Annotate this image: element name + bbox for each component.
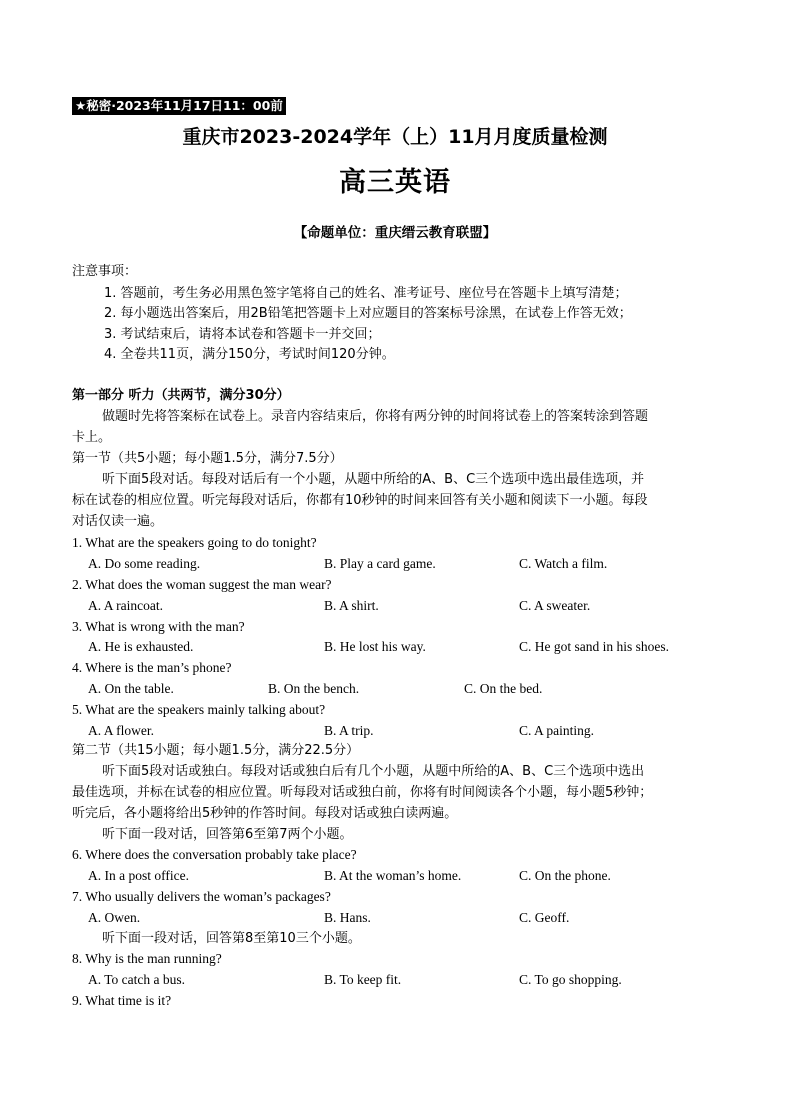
confidential-label: ★秘密·2023年11月17日11：00前: [72, 97, 286, 115]
part1-heading: 第一部分 听力（共两节，满分30分）: [72, 388, 290, 403]
section1-heading: 第一节（共5小题；每小题1.5分，满分7.5分）: [72, 451, 343, 466]
section1-intro-1: 听下面5段对话。每段对话后有一个小题，从题中所给的A、B、C三个选项中选出最佳选项，并: [102, 472, 645, 487]
section2-heading: 第二节（共15小题；每小题1.5分，满分22.5分）: [72, 743, 360, 758]
q8-option-c: C. To go shopping.: [519, 972, 622, 987]
q7-option-a: A. Owen.: [88, 910, 141, 925]
q3-option-b: B. He lost his way.: [324, 639, 426, 654]
note-item-2: 2. 每小题选出答案后，用2B铅笔把答题卡上对应题目的答案标号涂黑，在试卷上作答无效；: [104, 306, 632, 321]
section1-intro-3: 对话仅读一遍。: [72, 514, 164, 529]
q4-option-a: A. On the table.: [88, 681, 174, 696]
question-1: 1. What are the speakers going to do tonight?: [72, 535, 317, 550]
q7-option-b: B. Hans.: [324, 910, 371, 925]
q2-option-b: B. A shirt.: [324, 598, 379, 613]
question-5: 5. What are the speakers mainly talking about?: [72, 702, 326, 717]
q6-option-c: C. On the phone.: [519, 868, 611, 883]
part1-intro-2: 卡上。: [72, 430, 112, 445]
dialog-6-7-instruction: 听下面一段对话，回答第6至第7两个小题。: [102, 827, 353, 842]
q5-option-c: C. A painting.: [519, 723, 595, 738]
section2-intro-2: 最佳选项，并标在试卷的相应位置。听每段对话或独白前，你将有时间阅读各个小题，每小题5秒钟；: [72, 785, 653, 800]
dialog-8-10-instruction: 听下面一段对话，回答第8至第10三个小题。: [102, 931, 361, 946]
question-6: 6. Where does the conversation probably take place?: [72, 847, 357, 862]
author-unit: 【命题单位：重庆缙云教育联盟】: [293, 225, 497, 241]
note-item-1: 1. 答题前，考生务必用黑色签字笔将自己的姓名、准考证号、座位号在答题卡上填写清楚；: [104, 286, 628, 301]
part1-intro-1: 做题时先将答案标在试卷上。录音内容结束后，你将有两分钟的时间将试卷上的答案转涂到答题: [102, 409, 649, 424]
q8-option-a: A. To catch a bus.: [88, 972, 186, 987]
section2-intro-3: 听完后，各小题将给出5秒钟的作答时间。每段对话或独白读两遍。: [72, 806, 458, 821]
question-3: 3. What is wrong with the man?: [72, 619, 245, 634]
q4-option-b: B. On the bench.: [268, 681, 360, 696]
q8-option-b: B. To keep fit.: [324, 972, 402, 987]
q4-option-c: C. On the bed.: [464, 681, 543, 696]
exam-title: 重庆市2023-2024学年（上）11月月度质量检测: [182, 126, 608, 148]
question-2: 2. What does the woman suggest the man wear?: [72, 577, 332, 592]
q2-option-c: C. A sweater.: [519, 598, 591, 613]
notes-heading: 注意事项：: [72, 264, 138, 279]
q3-option-a: A. He is exhausted.: [88, 639, 194, 654]
question-9: 9. What time is it?: [72, 993, 172, 1008]
section1-intro-2: 标在试卷的相应位置。听完每段对话后，你都有10秒钟的时间来回答有关小题和阅读下一小题。每段: [72, 493, 648, 508]
q5-option-a: A. A flower.: [88, 723, 154, 738]
q1-option-c: C. Watch a film.: [519, 556, 608, 571]
question-4: 4. Where is the man’s phone?: [72, 660, 232, 675]
q5-option-b: B. A trip.: [324, 723, 374, 738]
section2-intro-1: 听下面5段对话或独白。每段对话或独白后有几个小题，从题中所给的A、B、C三个选项中选出: [102, 764, 645, 779]
subject-title: 高三英语: [339, 167, 451, 198]
q2-option-a: A. A raincoat.: [88, 598, 163, 613]
question-8: 8. Why is the man running?: [72, 951, 222, 966]
note-item-4: 4. 全卷共11页，满分150分，考试时间120分钟。: [104, 347, 395, 362]
q1-option-b: B. Play a card game.: [324, 556, 436, 571]
q6-option-b: B. At the woman’s home.: [324, 868, 462, 883]
note-item-3: 3. 考试结束后，请将本试卷和答题卡一并交回；: [104, 327, 381, 342]
q6-option-a: A. In a post office.: [88, 868, 189, 883]
q7-option-c: C. Geoff.: [519, 910, 570, 925]
q3-option-c: C. He got sand in his shoes.: [519, 639, 669, 654]
question-7: 7. Who usually delivers the woman’s packages?: [72, 889, 331, 904]
q1-option-a: A. Do some reading.: [88, 556, 201, 571]
